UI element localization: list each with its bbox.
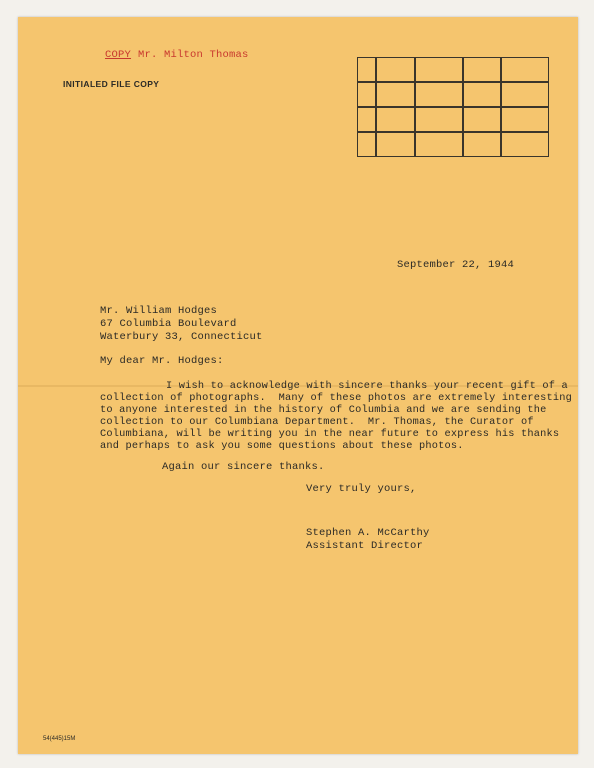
body-line: Columbiana, will be writing you in the near future to express his thanks (100, 428, 560, 440)
letter-date: September 22, 1944 (397, 259, 515, 271)
body-line: collection to our Columbiana Department. Mr. Thomas, the Curator of (100, 416, 534, 428)
copy-recipient: Mr. Milton Thomas (138, 49, 249, 61)
signer-title: Assistant Director (306, 540, 424, 552)
signer-name: Stephen A. McCarthy (306, 527, 430, 539)
form-number: 54(445)15M (43, 736, 76, 742)
copy-label: COPY (105, 49, 132, 61)
letter-sheet (18, 17, 578, 754)
salutation: My dear Mr. Hodges: (100, 355, 224, 367)
initialed-file-copy: INITIALED FILE COPY (63, 79, 160, 89)
closing-line: Again our sincere thanks. (162, 461, 325, 473)
address-line: Mr. William Hodges (100, 305, 218, 317)
routing-grid (357, 57, 549, 157)
valediction: Very truly yours, (306, 483, 417, 495)
body-line: and perhaps to ask you some questions about these photos. (100, 440, 464, 452)
body-line: collection of photographs. Many of these photos are extremely interesting (100, 392, 573, 404)
address-line: 67 Columbia Boulevard (100, 318, 237, 330)
address-line: Waterbury 33, Connecticut (100, 331, 263, 343)
body-line: I wish to acknowledge with sincere thanks your recent gift of a (166, 380, 568, 392)
body-line: to anyone interested in the history of Columbia and we are sending the (100, 404, 547, 416)
